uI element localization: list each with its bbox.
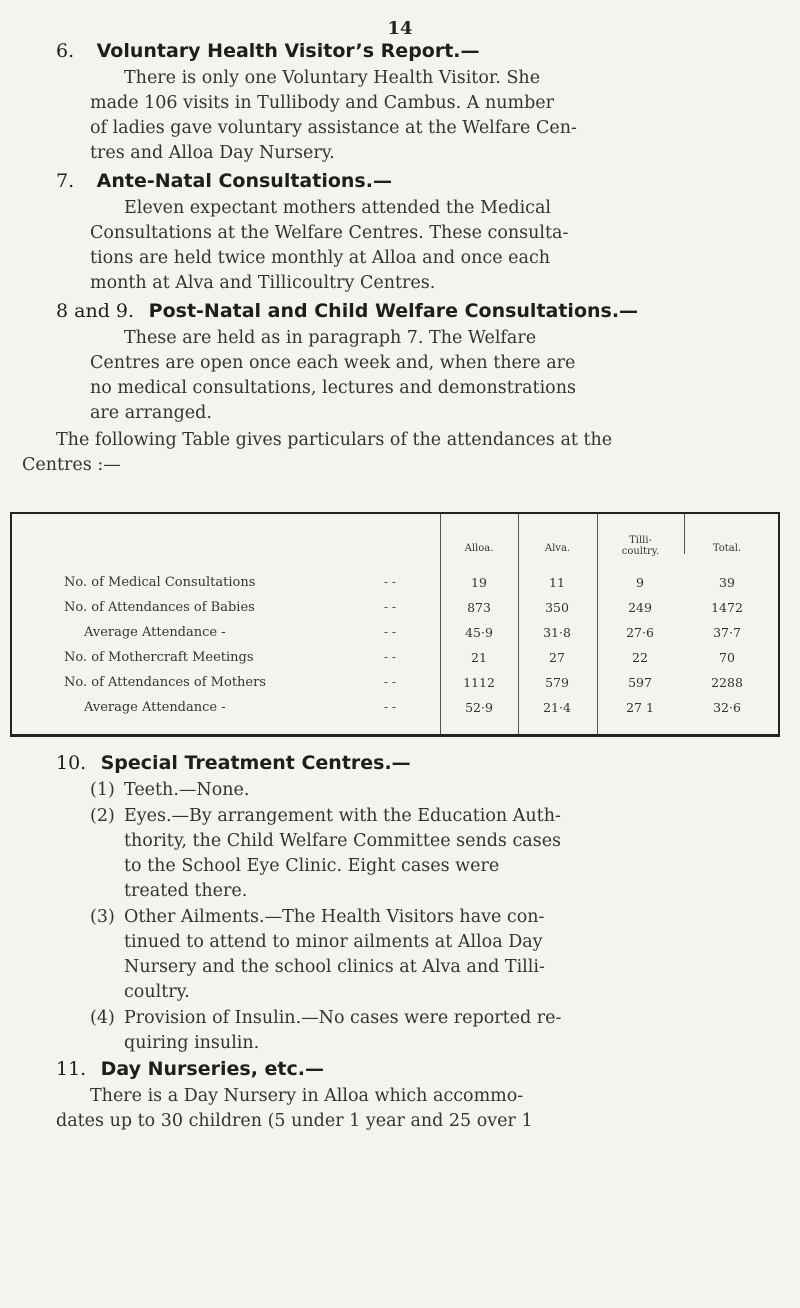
table-row-label: Average Attendance - [84, 625, 226, 640]
item-2-line: to the School Eye Clinic. Eight cases were [124, 856, 500, 876]
table-row-label: No. of Mothercraft Meetings [64, 650, 254, 665]
section-8-line: are arranged. [90, 403, 212, 423]
section-10-title: Special Treatment Centres.— [100, 752, 411, 774]
section-8-line: These are held as in paragraph 7. The Welfare [124, 328, 537, 348]
section-7-line: tions are held twice monthly at Alloa and once each [90, 248, 551, 268]
leader-dashes: - - [384, 625, 396, 639]
header-tillicoultry-2: coultry. [621, 546, 660, 557]
section-8-line: no medical consultations, lectures and demonstrations [90, 378, 576, 398]
table-cell-tilli: 597 [628, 675, 652, 690]
leader-dashes: - - [384, 575, 396, 589]
section-7-line: Consultations at the Welfare Centres. These consulta- [90, 223, 569, 243]
leader-dashes: - - [384, 700, 396, 714]
section-6-line: made 106 visits in Tullibody and Cambus. A number [90, 93, 555, 113]
item-2-line: treated there. [124, 881, 248, 901]
section-6-line: of ladies gave voluntary assistance at the Welfare Cen- [90, 118, 577, 138]
table-cell-alva: 27 [549, 650, 565, 665]
section-11-line: dates up to 30 children (5 under 1 year and 25 over 1 [56, 1111, 533, 1131]
table-intro-line: Centres :— [22, 455, 121, 475]
item-2-line: Eyes.—By arrangement with the Education Auth- [124, 806, 561, 826]
section-7-number: 7. [56, 170, 75, 192]
table-cell-alva: 21·4 [543, 700, 571, 715]
section-6-line: tres and Alloa Day Nursery. [90, 143, 335, 163]
table-cell-alloa: 19 [471, 575, 487, 590]
table-cell-tilli: 27 1 [626, 700, 654, 715]
section-6-title: Voluntary Health Visitor’s Report.— [96, 40, 480, 62]
item-4-line: quiring insulin. [124, 1033, 260, 1053]
table-cell-total: 2288 [711, 675, 743, 690]
table-cell-alva: 11 [549, 575, 565, 590]
leader-dashes: - - [384, 650, 396, 664]
item-2-line: thority, the Child Welfare Committee sends cases [124, 831, 562, 851]
section-11-line: There is a Day Nursery in Alloa which accommo- [90, 1086, 524, 1106]
item-3-line: Nursery and the school clinics at Alva and Tilli- [124, 957, 545, 977]
section-7-line: month at Alva and Tillicoultry Centres. [90, 273, 436, 293]
item-2-number: (2) [90, 806, 115, 826]
table-cell-alloa: 1112 [463, 675, 495, 690]
table-row-label: No. of Medical Consultations [64, 575, 256, 590]
section-10-heading [56, 752, 411, 774]
page-number: 14 [387, 18, 413, 39]
item-1-number: (1) [90, 780, 115, 800]
item-3-line: Other Ailments.—The Health Visitors have con- [124, 907, 545, 927]
section-8-line: Centres are open once each week and, when there are [90, 353, 576, 373]
header-alloa: Alloa. [464, 543, 494, 554]
section-7-line: Eleven expectant mothers attended the Medical [124, 198, 551, 218]
section-7-heading [56, 170, 392, 192]
table-cell-tilli: 27·6 [626, 625, 654, 640]
section-11-number: 11. [56, 1058, 87, 1080]
table-intro-line: The following Table gives particulars of the attendances at the [56, 430, 613, 450]
header-total: Total. [712, 543, 742, 554]
table-cell-alloa: 873 [467, 600, 491, 615]
table-cell-alva: 350 [545, 600, 569, 615]
table-cell-alva: 31·8 [543, 625, 571, 640]
section-10-number: 10. [56, 752, 87, 774]
attendance-table [10, 512, 780, 737]
section-7-title: Ante-Natal Consultations.— [96, 170, 392, 192]
table-cell-total: 70 [719, 650, 735, 665]
leader-dashes: - - [384, 675, 396, 689]
section-6-heading [56, 40, 480, 62]
item-4-number: (4) [90, 1008, 115, 1028]
table-cell-alva: 579 [545, 675, 569, 690]
header-tillicoultry-1: Tilli- [629, 535, 652, 546]
table-cell-total: 39 [719, 575, 735, 590]
table-cell-total: 37·7 [713, 625, 741, 640]
section-8-number: 8 and 9. [56, 300, 135, 322]
table-cell-tilli: 22 [632, 650, 648, 665]
item-4-line: Provision of Insulin.—No cases were reported re- [124, 1008, 562, 1028]
item-3-line: coultry. [124, 982, 190, 1002]
section-11-heading [56, 1058, 324, 1080]
section-8-title: Post-Natal and Child Welfare Consultations.— [148, 300, 639, 322]
table-cell-alloa: 21 [471, 650, 487, 665]
table-cell-tilli: 9 [636, 575, 644, 590]
item-3-line: tinued to attend to minor ailments at Alloa Day [124, 932, 543, 952]
table-cell-total: 32·6 [713, 700, 741, 715]
section-11-title: Day Nurseries, etc.— [100, 1058, 324, 1080]
table-cell-alloa: 45·9 [465, 625, 493, 640]
section-8-heading [56, 300, 638, 322]
item-3-number: (3) [90, 907, 115, 927]
table-cell-tilli: 249 [628, 600, 652, 615]
table-row-label: No. of Attendances of Babies [64, 600, 255, 615]
item-1-line: Teeth.—None. [124, 780, 250, 800]
table-row-label: Average Attendance - [84, 700, 226, 715]
header-alva: Alva. [544, 543, 571, 554]
table-cell-total: 1472 [711, 600, 743, 615]
table-row-label: No. of Attendances of Mothers [64, 675, 266, 690]
section-6-number: 6. [56, 40, 75, 62]
leader-dashes: - - [384, 600, 396, 614]
section-6-line: There is only one Voluntary Health Visitor. She [124, 68, 541, 88]
table-cell-alloa: 52·9 [465, 700, 493, 715]
